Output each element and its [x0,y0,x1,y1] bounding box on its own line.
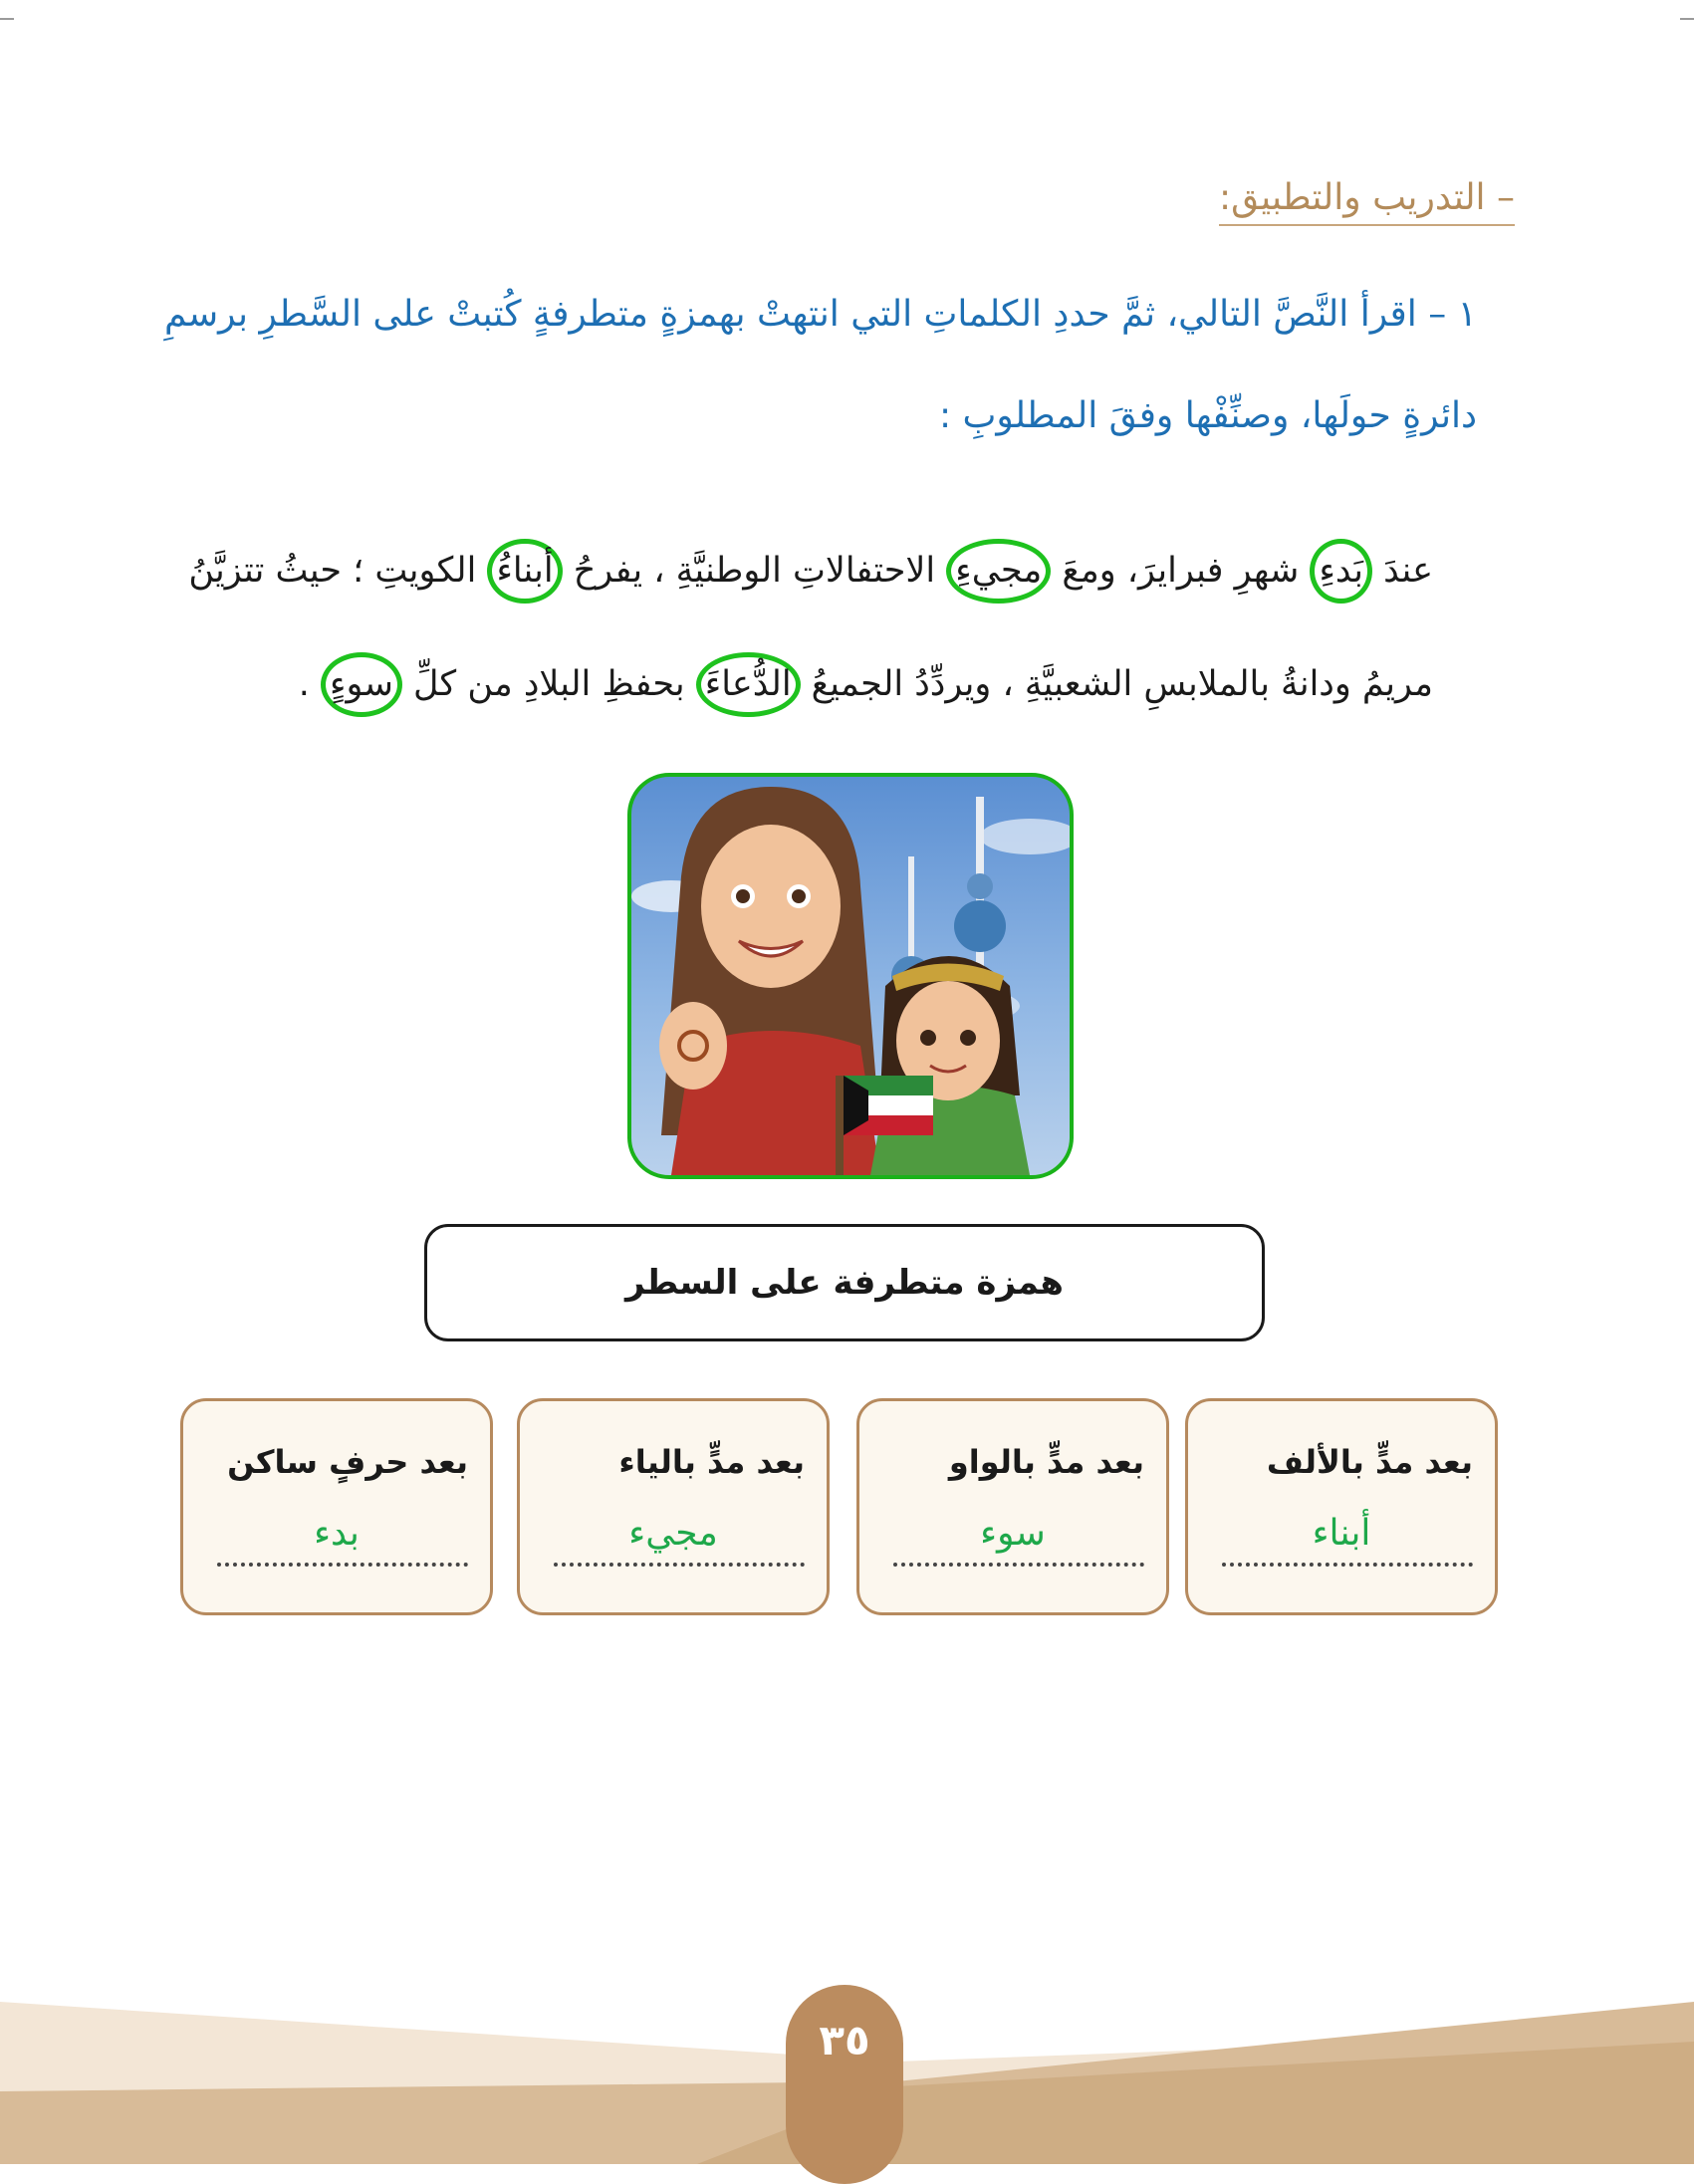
illustration-girls-kuwait-towers [627,773,1074,1179]
passage-text: عندَ [1372,551,1433,591]
instruction-line-1: ١ – اقرأ النَّصَّ التالي، ثمَّ حددِ الكلماتِ التي انتهتْ بهمزةٍ متطرفةٍ كُتبتْ على السَّطرِ برسمِ [164,294,1477,335]
instruction-line-2: دائرةٍ حولَها، وصنِّفْها وفقَ المطلوبِ : [938,395,1477,436]
circled-word-maji: مجيءِ [946,539,1051,604]
category-header: همزة متطرفة على السطر [424,1224,1265,1341]
circled-word-sou: سوءٍ [321,652,402,717]
category-box-sakin [180,1398,493,1615]
category-box-alef [1185,1398,1498,1615]
category-title: بعد مدٍّ بالياء [618,1443,805,1481]
passage-line-1 [188,551,1433,591]
page-number: ٣٥ [786,1985,903,2184]
passage-text: . [298,664,322,704]
category-box-yaa [517,1398,830,1615]
passage-text: شهرِ فبرايرَ، ومعَ [1051,551,1311,591]
category-answer: بدء [314,1513,360,1554]
category-box-waw [856,1398,1169,1615]
category-title: بعد مدٍّ بالواو [948,1443,1144,1481]
category-title: بعد حرفٍ ساكن [227,1443,468,1481]
passage-text: بحفظِ البلادِ من كلِّ [401,664,696,704]
passage-text: مريمُ ودانةُ بالملابسِ الشعبيَّةِ ، ويردِّدُ الجميعُ [800,664,1433,704]
crop-mark [1680,18,1694,20]
passage-line-2 [298,664,1433,704]
passage-text: الكويتِ ؛ حيثُ تتزيَّنُ [188,551,488,591]
circled-word-bad: بَدءِ [1310,539,1372,604]
category-answer: أبناء [1312,1513,1371,1554]
category-answer: سوء [980,1513,1046,1554]
category-answer: مجيء [628,1513,718,1554]
section-title: – التدريب والتطبيق: [1219,177,1515,226]
crop-mark [0,18,14,20]
passage-text: الاحتفالاتِ الوطنيَّةِ ، يفرحُ [562,551,947,591]
category-title: بعد مدٍّ بالألف [1266,1443,1473,1481]
circled-word-abna: أبناءُ [487,539,562,604]
circled-word-doaa: الدُّعاءَ [696,652,801,717]
